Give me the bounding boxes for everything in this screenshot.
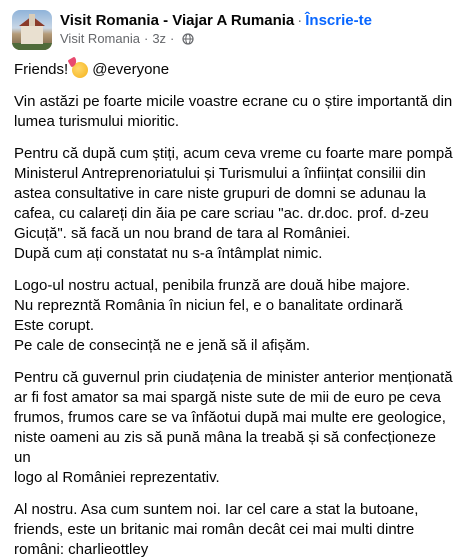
greeting-text: Friends! xyxy=(14,61,69,78)
post-text-line: Gicuță". să facă un nou brand de tara al României. xyxy=(14,225,351,242)
post-text-line: Ministerul Antreprenoriatului și Turismului a înființat consilii din xyxy=(14,165,426,182)
post-text-line: Pentru că după cum știți, acum ceva vreme cu foarte mare pompă xyxy=(14,145,453,162)
post-paragraph xyxy=(14,92,456,132)
post-text-line: Este corupt. xyxy=(14,317,95,334)
meta-separator: · xyxy=(143,31,149,46)
post-text-line: Logo-ul nostru actual, penibila frunză are două hibe majore. xyxy=(14,277,411,294)
page-avatar[interactable] xyxy=(12,10,52,50)
post-meta xyxy=(60,8,372,47)
post-text-line: cafea, cu calareți din ăia pe care scriau "ac. dr.doc. prof. d-zeu xyxy=(14,205,429,222)
post-paragraph xyxy=(14,368,456,488)
party-face-emoji-icon xyxy=(72,62,88,78)
post-text-line: frumos, frumos care se va înfăotui după mai multe ere geologice, xyxy=(14,409,446,426)
post-text-line: După cum ați constatat nu s-a întâmplat nimic. xyxy=(14,245,323,262)
title-separator: · xyxy=(297,12,303,29)
post-text-line: logo al României reprezentativ. xyxy=(14,469,220,486)
title-line xyxy=(60,11,372,30)
post-text-line: Al nostru. Asa cum suntem noi. Iar cel care a stat la butoane, xyxy=(14,501,419,518)
join-button[interactable]: Înscrie-te xyxy=(305,12,372,29)
post-text-line: ar fi fost amator sa mai spargă niste sute de mii de euro pe ceva xyxy=(14,389,441,406)
post-time-link[interactable]: 3z xyxy=(152,31,167,46)
greeting-line xyxy=(14,60,456,80)
post-text-line: Vin astăzi pe foarte micile voastre ecrane cu o știre importantă din xyxy=(14,93,453,110)
post-body xyxy=(0,60,470,560)
post-text-line: friends, este un britanic mai român decât cei mai multi dintre xyxy=(14,521,415,538)
page-name-link[interactable]: Visit Romania - Viajar A Rumania xyxy=(60,12,295,29)
post-text-line: Pe cale de consecință ne e jenă să il afișăm. xyxy=(14,337,311,354)
avatar-tower xyxy=(29,14,35,26)
globe-icon[interactable] xyxy=(182,33,194,45)
post-text-line: români: charlieottley xyxy=(14,541,149,558)
mention-everyone[interactable]: @everyone xyxy=(92,61,170,78)
post-paragraph xyxy=(14,144,456,264)
post-text-line: Nu reprezntă România în niciun fel, e o banalitate ordinară xyxy=(14,297,403,314)
post-paragraph xyxy=(14,500,456,560)
castle-icon xyxy=(21,26,43,44)
avatar-ground xyxy=(12,43,52,50)
post-paragraph xyxy=(14,276,456,356)
author-name-link[interactable]: Visit Romania xyxy=(60,31,140,46)
post-text-line: astea consultative in care niste grupuri de domni se adunau la xyxy=(14,185,426,202)
post-paragraphs xyxy=(14,92,456,560)
post-header xyxy=(0,0,470,50)
sub-line xyxy=(60,30,372,47)
post-text-line: niste oameni au zis să pună mâna la treabă și să confecționeze un xyxy=(14,429,436,466)
post-text-line: lumea turismului mioritic. xyxy=(14,113,180,130)
post-text-line: Pentru că guvernul prin ciudațenia de minister anterior menționată xyxy=(14,369,453,386)
meta-separator-2: · xyxy=(170,31,175,46)
